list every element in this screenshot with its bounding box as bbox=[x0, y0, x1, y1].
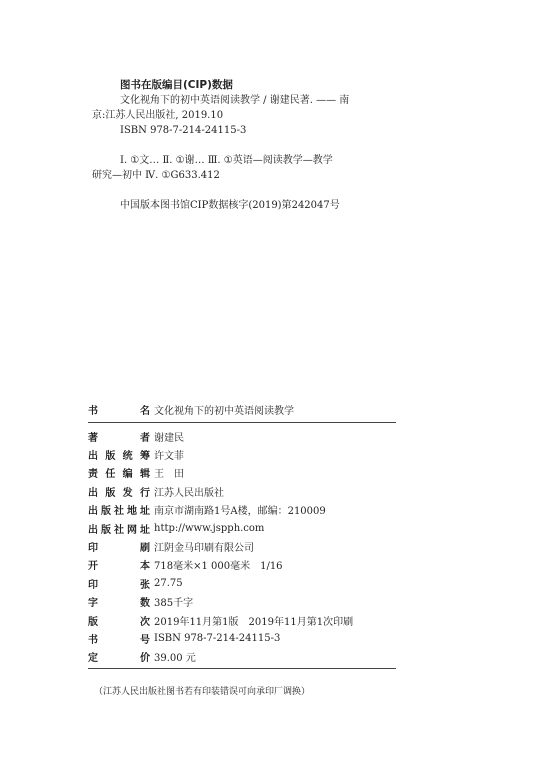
info-label: 字 数 bbox=[88, 598, 150, 610]
info-value: 2019年11月第1版 2019年11月第1次印刷 bbox=[154, 616, 354, 628]
divider-top bbox=[88, 422, 396, 423]
info-value: http://www.jspph.com bbox=[154, 522, 265, 534]
info-value: 江苏人民出版社 bbox=[154, 487, 224, 499]
printing-error-note: （江苏人民出版社图书若有印装错误可向承印厂调换） bbox=[94, 687, 311, 697]
info-label: 出版统筹 bbox=[88, 451, 150, 463]
info-label: 定 价 bbox=[88, 653, 150, 665]
info-row-title bbox=[88, 398, 396, 420]
info-value: 385千字 bbox=[154, 598, 194, 610]
info-value: 王 田 bbox=[154, 469, 184, 481]
info-label: 责任编辑 bbox=[88, 469, 150, 481]
copyright-info-sheet bbox=[88, 398, 396, 669]
info-row-format bbox=[88, 556, 396, 574]
info-row-sheets bbox=[88, 574, 396, 592]
info-label: 版 次 bbox=[88, 616, 150, 628]
info-row-website bbox=[88, 519, 396, 537]
info-row-author bbox=[88, 427, 396, 445]
info-value: 江阴金马印刷有限公司 bbox=[154, 543, 254, 555]
info-label: 书 名 bbox=[88, 405, 150, 417]
info-label: 开 本 bbox=[88, 561, 150, 573]
cip-isbn: ISBN 978-7-214-24115-3 bbox=[120, 125, 247, 136]
cip-title: 图书在版编目(CIP)数据 bbox=[120, 79, 233, 91]
info-row-word-count bbox=[88, 593, 396, 611]
info-value: 27.75 bbox=[154, 577, 183, 589]
info-row-publisher bbox=[88, 482, 396, 500]
cip-classification-2: 研究—初中 Ⅳ. ①G633.412 bbox=[92, 170, 220, 181]
info-value: 谢建民 bbox=[154, 432, 184, 444]
info-label: 出版发行 bbox=[88, 487, 150, 499]
info-value: ISBN 978-7-214-24115-3 bbox=[154, 632, 281, 644]
cip-record-number: 中国版本图书馆CIP数据核字(2019)第242047号 bbox=[120, 200, 340, 211]
info-label: 出版社网址 bbox=[88, 524, 150, 536]
info-label: 印 刷 bbox=[88, 543, 150, 555]
info-row-edition bbox=[88, 611, 396, 629]
cip-classification-1: Ⅰ. ①文… Ⅱ. ①谢… Ⅲ. ①英语—阅读教学—教学 bbox=[120, 155, 333, 166]
cip-line-1: 文化视角下的初中英语阅读教学 / 谢建民著. —— 南 bbox=[120, 95, 350, 106]
info-value: 南京市湖南路1号A楼，邮编：210009 bbox=[154, 506, 326, 518]
info-label: 印 张 bbox=[88, 579, 150, 591]
info-row-coordinator bbox=[88, 445, 396, 463]
info-label: 著 者 bbox=[88, 432, 150, 444]
info-label: 出版社地址 bbox=[88, 506, 150, 518]
info-value: 许文菲 bbox=[154, 451, 184, 463]
info-value: 39.00 元 bbox=[154, 653, 196, 665]
cip-block bbox=[92, 78, 392, 213]
divider-bottom bbox=[88, 668, 396, 669]
info-row-printer bbox=[88, 537, 396, 555]
info-row-price bbox=[88, 648, 396, 666]
cip-line-2: 京:江苏人民出版社, 2019.10 bbox=[92, 110, 224, 121]
info-row-editor bbox=[88, 464, 396, 482]
info-row-isbn bbox=[88, 629, 396, 647]
info-row-address bbox=[88, 501, 396, 519]
info-label: 书 号 bbox=[88, 634, 150, 646]
info-value: 718毫米×1 000毫米 1/16 bbox=[154, 561, 283, 573]
info-value: 文化视角下的初中英语阅读教学 bbox=[154, 405, 294, 417]
